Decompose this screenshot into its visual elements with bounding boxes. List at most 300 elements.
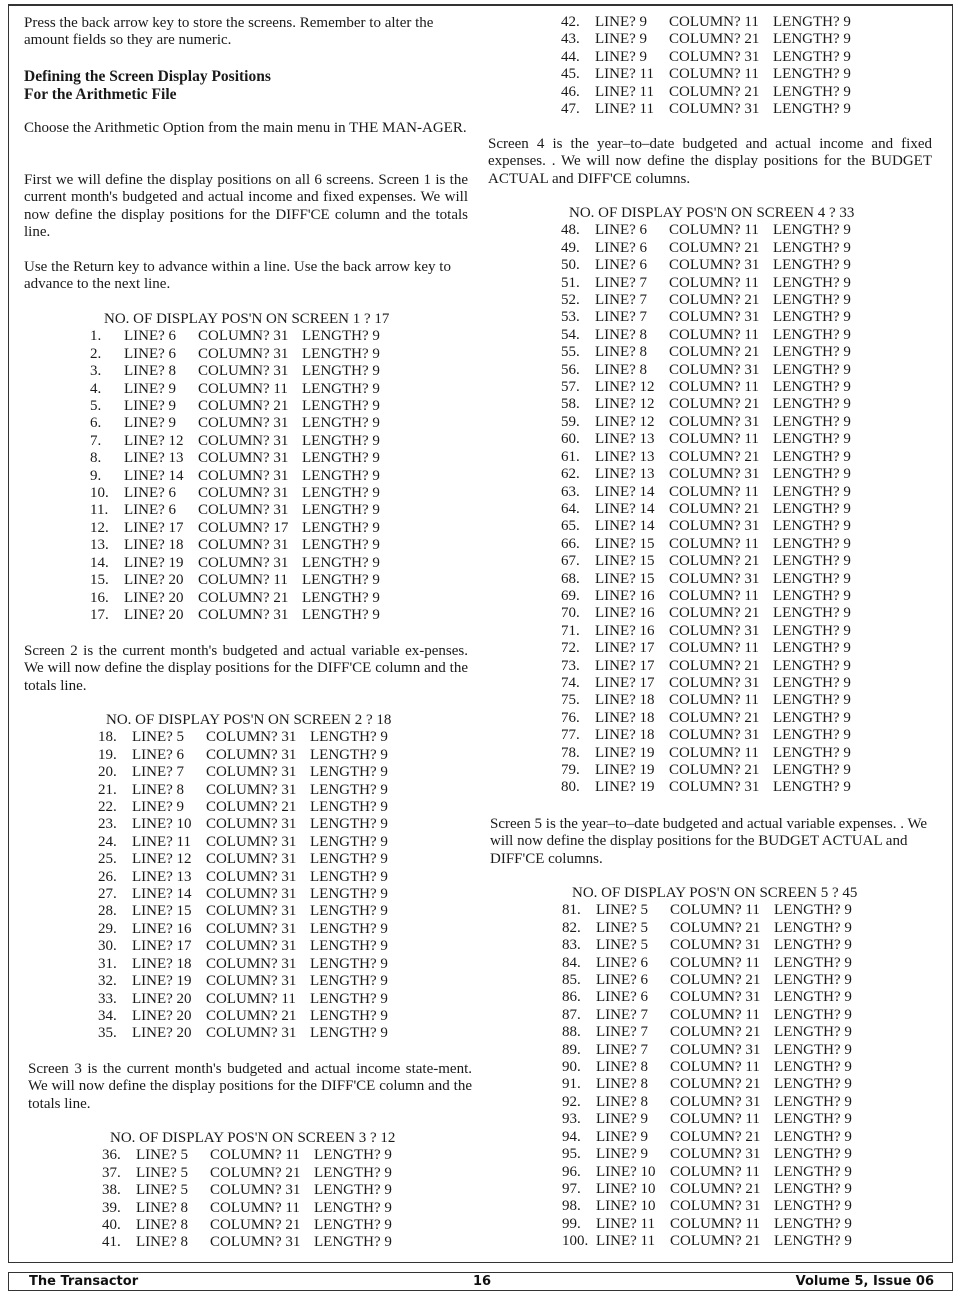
- line-value: LINE? 11: [596, 1233, 656, 1250]
- row-number: 34.: [98, 1007, 117, 1024]
- length-value: LENGTH? 9: [773, 66, 851, 83]
- length-value: LENGTH? 9: [773, 640, 851, 657]
- screen-2-listing: [98, 712, 391, 1043]
- length-value: LENGTH? 9: [302, 537, 380, 554]
- row-number: 42.: [561, 14, 580, 30]
- column-value: COLUMN? 11: [670, 1215, 760, 1232]
- line-value: LINE? 20: [124, 572, 184, 589]
- length-value: LENGTH? 9: [314, 1217, 392, 1234]
- screen-3-listing: [102, 1130, 395, 1252]
- line-value: LINE? 15: [132, 903, 192, 920]
- column-value: COLUMN? 21: [670, 919, 761, 936]
- row-number: 44.: [561, 48, 580, 65]
- listing-row: [562, 920, 857, 937]
- length-value: LENGTH? 9: [302, 467, 380, 484]
- listing-row: [561, 362, 854, 379]
- column-value: COLUMN? 21: [669, 500, 760, 517]
- length-value: LENGTH? 9: [302, 485, 380, 502]
- line-value: LINE? 8: [136, 1234, 189, 1251]
- length-value: LENGTH? 9: [773, 779, 851, 796]
- column-value: COLUMN? 11: [669, 535, 759, 552]
- listing-row: [561, 692, 854, 709]
- listing-row: [561, 101, 851, 118]
- row-number: 23.: [98, 816, 117, 833]
- line-value: LINE? 7: [596, 1024, 649, 1041]
- line-value: LINE? 6: [595, 239, 648, 256]
- screen-5-paragraph: Screen 5 is the year–to–date budgeted and actual variable expenses. . We will now define the display positions for the BUDGET ACTUAL and DIFF'CE columns.: [490, 816, 928, 867]
- line-value: LINE? 5: [596, 902, 649, 919]
- column-value: COLUMN? 11: [669, 587, 759, 604]
- length-value: LENGTH? 9: [302, 606, 380, 623]
- length-value: LENGTH? 9: [773, 622, 851, 639]
- length-value: LENGTH? 9: [773, 762, 851, 778]
- row-number: 51.: [561, 274, 580, 291]
- listing-row: [90, 415, 389, 432]
- length-value: LENGTH? 9: [310, 851, 388, 868]
- line-value: LINE? 6: [124, 502, 177, 519]
- column-value: COLUMN? 11: [669, 431, 759, 448]
- row-number: 15.: [90, 572, 109, 589]
- column-value: COLUMN? 31: [206, 920, 297, 937]
- listing-row: [561, 396, 854, 413]
- length-value: LENGTH? 9: [302, 415, 380, 432]
- listing-row: [98, 816, 391, 833]
- column-value: COLUMN? 31: [670, 1041, 761, 1058]
- listing-row: [90, 346, 389, 363]
- row-number: 83.: [562, 937, 581, 954]
- row-number: 81.: [562, 902, 581, 919]
- column-value: COLUMN? 11: [669, 222, 759, 239]
- column-value: COLUMN? 31: [198, 502, 289, 519]
- length-value: LENGTH? 9: [774, 1233, 852, 1250]
- row-number: 96.: [562, 1163, 581, 1180]
- column-value: COLUMN? 31: [206, 816, 297, 833]
- length-value: LENGTH? 9: [773, 448, 851, 465]
- column-value: COLUMN? 31: [669, 622, 760, 639]
- column-value: COLUMN? 21: [198, 589, 289, 606]
- length-value: LENGTH? 9: [773, 31, 851, 48]
- column-value: COLUMN? 31: [206, 886, 297, 903]
- screen-3-paragraph: Screen 3 is the current month's budgeted and actual income state-ment. We will now define the display positions for the DIFF'CE column and the totals line.: [28, 1061, 472, 1112]
- listing-row: [102, 1234, 395, 1251]
- length-value: LENGTH? 9: [773, 379, 851, 396]
- column-value: COLUMN? 31: [206, 868, 297, 885]
- listing-row: [90, 537, 389, 554]
- listing-row: [98, 973, 391, 990]
- screen-5-listing: [562, 885, 857, 1251]
- length-value: LENGTH? 9: [774, 1059, 852, 1076]
- column-value: COLUMN? 31: [669, 779, 760, 796]
- line-value: LINE? 8: [136, 1199, 189, 1216]
- column-value: COLUMN? 31: [670, 989, 761, 1006]
- length-value: LENGTH? 9: [773, 48, 851, 65]
- length-value: LENGTH? 9: [773, 83, 851, 100]
- row-number: 97.: [562, 1180, 581, 1197]
- row-number: 31.: [98, 955, 117, 972]
- column-value: COLUMN? 21: [669, 31, 760, 48]
- issue-label: Volume 5, Issue 06: [795, 1274, 934, 1289]
- listing-row: [98, 956, 391, 973]
- line-value: LINE? 5: [136, 1182, 189, 1199]
- length-value: LENGTH? 9: [314, 1147, 392, 1164]
- listing-row: [90, 381, 389, 398]
- length-value: LENGTH? 9: [314, 1182, 392, 1199]
- column-value: COLUMN? 31: [206, 1025, 297, 1042]
- listing-row: [561, 553, 854, 570]
- return-key-paragraph: Use the Return key to advance within a line. Use the back arrow key to advance to the next line.: [24, 259, 451, 293]
- column-value: COLUMN? 21: [669, 239, 760, 256]
- row-number: 17.: [90, 606, 109, 623]
- column-value: COLUMN? 31: [210, 1182, 301, 1199]
- line-value: LINE? 17: [595, 657, 655, 674]
- length-value: LENGTH? 9: [302, 363, 380, 380]
- column-value: COLUMN? 11: [669, 66, 759, 83]
- column-value: COLUMN? 31: [669, 570, 760, 587]
- column-value: COLUMN? 11: [670, 902, 760, 919]
- column-value: COLUMN? 31: [670, 937, 761, 954]
- row-number: 94.: [562, 1128, 581, 1145]
- length-value: LENGTH? 9: [774, 1180, 852, 1197]
- column-value: COLUMN? 31: [198, 467, 289, 484]
- listing-row: [562, 1233, 857, 1250]
- column-value: COLUMN? 21: [669, 83, 760, 100]
- intro-paragraph: Press the back arrow key to store the screens. Remember to alter the amount fields so they are numeric.: [24, 15, 434, 49]
- line-value: LINE? 16: [595, 587, 655, 604]
- listing-row: [561, 31, 851, 48]
- length-value: LENGTH? 9: [302, 345, 380, 362]
- length-value: LENGTH? 9: [774, 989, 852, 1006]
- listing-row: [98, 851, 391, 868]
- column-value: COLUMN? 21: [670, 1024, 761, 1041]
- column-value: COLUMN? 31: [670, 1093, 761, 1110]
- line-value: LINE? 5: [136, 1164, 189, 1181]
- listing-row: [98, 1008, 391, 1025]
- column-value: COLUMN? 31: [206, 833, 297, 850]
- row-number: 100.: [562, 1233, 589, 1250]
- row-number: 9.: [90, 467, 102, 484]
- listing-row: [561, 484, 854, 501]
- line-value: LINE? 6: [132, 746, 185, 763]
- column-value: COLUMN? 11: [210, 1147, 300, 1164]
- row-number: 21.: [98, 781, 117, 798]
- listing-row: [561, 501, 854, 518]
- listing-row: [98, 886, 391, 903]
- listing-row: [98, 782, 391, 799]
- listing-row: [562, 902, 857, 919]
- length-value: LENGTH? 9: [302, 572, 380, 589]
- column-value: COLUMN? 31: [206, 746, 297, 763]
- length-value: LENGTH? 9: [773, 727, 851, 744]
- line-value: LINE? 20: [132, 1025, 192, 1042]
- line-value: LINE? 16: [595, 622, 655, 639]
- row-number: 40.: [102, 1217, 121, 1234]
- line-value: LINE? 14: [132, 886, 192, 903]
- length-value: LENGTH? 9: [773, 709, 851, 726]
- length-value: LENGTH? 9: [773, 535, 851, 552]
- listing-row: [562, 1146, 857, 1163]
- listing-row: [90, 363, 389, 380]
- column-value: COLUMN? 31: [669, 413, 760, 430]
- row-number: 86.: [562, 989, 581, 1006]
- listing-row: [102, 1182, 395, 1199]
- row-number: 5.: [90, 398, 102, 415]
- line-value: LINE? 12: [124, 432, 184, 449]
- row-number: 84.: [562, 954, 581, 971]
- column-value: COLUMN? 11: [669, 744, 759, 761]
- row-number: 61.: [561, 448, 580, 465]
- length-value: LENGTH? 9: [774, 1215, 852, 1232]
- line-value: LINE? 19: [595, 779, 655, 796]
- row-number: 58.: [561, 396, 580, 413]
- line-value: LINE? 7: [595, 292, 648, 309]
- column-value: COLUMN? 11: [670, 1163, 760, 1180]
- column-value: COLUMN? 21: [670, 972, 761, 989]
- line-value: LINE? 19: [132, 973, 192, 990]
- listing-row: [98, 747, 391, 764]
- listing-row: [561, 379, 854, 396]
- row-number: 60.: [561, 431, 580, 448]
- length-value: LENGTH? 9: [310, 903, 388, 920]
- length-value: LENGTH? 9: [773, 222, 851, 239]
- row-number: 25.: [98, 851, 117, 868]
- line-value: LINE? 11: [595, 101, 655, 118]
- column-value: COLUMN? 31: [670, 1146, 761, 1163]
- line-value: LINE? 8: [124, 363, 177, 380]
- page-footer: [8, 1272, 953, 1291]
- line-value: LINE? 5: [132, 729, 185, 746]
- length-value: LENGTH? 9: [314, 1164, 392, 1181]
- length-value: LENGTH? 9: [773, 500, 851, 517]
- length-value: LENGTH? 9: [302, 398, 380, 415]
- line-value: LINE? 7: [595, 309, 648, 326]
- line-value: LINE? 19: [595, 762, 655, 778]
- line-value: LINE? 9: [124, 398, 177, 415]
- line-value: LINE? 18: [595, 692, 655, 709]
- length-value: LENGTH? 9: [773, 14, 851, 30]
- column-value: COLUMN? 31: [210, 1234, 301, 1251]
- listing-row: [561, 466, 854, 483]
- row-number: 37.: [102, 1164, 121, 1181]
- listing-row: [561, 640, 854, 657]
- length-value: LENGTH? 9: [774, 972, 852, 989]
- listing-row: [561, 605, 854, 622]
- length-value: LENGTH? 9: [302, 450, 380, 467]
- row-number: 70.: [561, 605, 580, 622]
- row-number: 99.: [562, 1215, 581, 1232]
- listing-row: [98, 921, 391, 938]
- row-number: 95.: [562, 1146, 581, 1163]
- listing-row: [90, 590, 389, 607]
- length-value: LENGTH? 9: [774, 1146, 852, 1163]
- row-number: 89.: [562, 1041, 581, 1058]
- length-value: LENGTH? 9: [773, 553, 851, 570]
- column-value: COLUMN? 21: [670, 1128, 761, 1145]
- column-value: COLUMN? 21: [670, 1233, 761, 1250]
- line-value: LINE? 11: [596, 1215, 656, 1232]
- listing-row: [561, 309, 854, 326]
- column-value: COLUMN? 17: [198, 519, 289, 536]
- column-value: COLUMN? 21: [206, 1007, 297, 1024]
- length-value: LENGTH? 9: [773, 292, 851, 309]
- length-value: LENGTH? 9: [310, 920, 388, 937]
- length-value: LENGTH? 9: [774, 1111, 852, 1128]
- column-value: COLUMN? 11: [670, 1111, 760, 1128]
- row-number: 30.: [98, 938, 117, 955]
- line-value: LINE? 12: [595, 396, 655, 413]
- listing-row: [90, 572, 389, 589]
- length-value: LENGTH? 9: [773, 274, 851, 291]
- row-number: 78.: [561, 744, 580, 761]
- column-value: COLUMN? 31: [669, 466, 760, 483]
- listing-row: [562, 1164, 857, 1181]
- listing-row: [562, 955, 857, 972]
- row-number: 73.: [561, 657, 580, 674]
- listing-row: [561, 84, 851, 101]
- length-value: LENGTH? 9: [310, 729, 388, 746]
- line-value: LINE? 19: [124, 554, 184, 571]
- row-number: 24.: [98, 833, 117, 850]
- line-value: LINE? 6: [596, 972, 649, 989]
- length-value: LENGTH? 9: [310, 1007, 388, 1024]
- listing-title: NO. OF DISPLAY POS'N ON SCREEN 3 ? 12: [110, 1130, 396, 1146]
- row-number: 39.: [102, 1199, 121, 1216]
- row-number: 12.: [90, 519, 109, 536]
- row-number: 64.: [561, 500, 580, 517]
- row-number: 32.: [98, 973, 117, 990]
- listing-row: [90, 520, 389, 537]
- length-value: LENGTH? 9: [773, 692, 851, 709]
- row-number: 3.: [90, 363, 102, 380]
- listing-row: [561, 222, 854, 239]
- listing-row: [90, 328, 389, 345]
- listing-row: [98, 991, 391, 1008]
- listing-row: [90, 555, 389, 572]
- listing-row: [561, 240, 854, 257]
- length-value: LENGTH? 9: [773, 413, 851, 430]
- column-value: COLUMN? 11: [670, 1006, 760, 1023]
- column-value: COLUMN? 11: [669, 692, 759, 709]
- line-value: LINE? 9: [124, 380, 177, 397]
- length-value: LENGTH? 9: [302, 432, 380, 449]
- length-value: LENGTH? 9: [774, 1024, 852, 1041]
- row-number: 66.: [561, 535, 580, 552]
- row-number: 85.: [562, 972, 581, 989]
- listing-row: [561, 762, 854, 779]
- listing-row: [561, 518, 854, 535]
- line-value: LINE? 8: [136, 1217, 189, 1234]
- row-number: 50.: [561, 257, 580, 274]
- row-number: 77.: [561, 727, 580, 744]
- column-value: COLUMN? 21: [206, 799, 297, 816]
- row-number: 82.: [562, 919, 581, 936]
- listing-row: [102, 1217, 395, 1234]
- row-number: 19.: [98, 746, 117, 763]
- heading-line-1: Defining the Screen Display Positions: [24, 68, 271, 85]
- column-value: COLUMN? 31: [198, 537, 289, 554]
- length-value: LENGTH? 9: [310, 781, 388, 798]
- listing-row: [562, 1216, 857, 1233]
- line-value: LINE? 9: [595, 14, 648, 30]
- line-value: LINE? 9: [124, 415, 177, 432]
- row-number: 59.: [561, 413, 580, 430]
- length-value: LENGTH? 9: [302, 328, 380, 345]
- column-value: COLUMN? 31: [669, 518, 760, 535]
- row-number: 71.: [561, 622, 580, 639]
- row-number: 4.: [90, 380, 102, 397]
- line-value: LINE? 20: [124, 606, 184, 623]
- listing-row: [561, 414, 854, 431]
- row-number: 43.: [561, 31, 580, 48]
- line-value: LINE? 16: [595, 605, 655, 622]
- line-value: LINE? 5: [596, 937, 649, 954]
- column-value: COLUMN? 11: [198, 572, 288, 589]
- length-value: LENGTH? 9: [302, 380, 380, 397]
- line-value: LINE? 11: [132, 833, 192, 850]
- column-value: COLUMN? 21: [670, 1076, 761, 1093]
- listing-row: [561, 675, 854, 692]
- length-value: LENGTH? 9: [774, 1076, 852, 1093]
- length-value: LENGTH? 9: [773, 587, 851, 604]
- screen-1-listing: [90, 311, 389, 624]
- column-value: COLUMN? 21: [669, 657, 760, 674]
- listing-row: [98, 764, 391, 781]
- listing-row: [90, 607, 389, 624]
- length-value: LENGTH? 9: [773, 483, 851, 500]
- listing-row: [562, 1024, 857, 1041]
- row-number: 74.: [561, 674, 580, 691]
- line-value: LINE? 17: [132, 938, 192, 955]
- line-value: LINE? 6: [124, 345, 177, 362]
- length-value: LENGTH? 9: [774, 937, 852, 954]
- column-value: COLUMN? 21: [210, 1217, 301, 1234]
- column-value: COLUMN? 31: [206, 973, 297, 990]
- line-value: LINE? 13: [132, 868, 192, 885]
- column-value: COLUMN? 11: [669, 14, 759, 30]
- column-value: COLUMN? 31: [669, 257, 760, 274]
- length-value: LENGTH? 9: [773, 239, 851, 256]
- listing-row: [561, 275, 854, 292]
- listing-row: [561, 779, 854, 796]
- row-number: 48.: [561, 222, 580, 239]
- row-number: 79.: [561, 762, 580, 778]
- line-value: LINE? 13: [595, 466, 655, 483]
- row-number: 49.: [561, 239, 580, 256]
- line-value: LINE? 15: [595, 535, 655, 552]
- length-value: LENGTH? 9: [310, 816, 388, 833]
- row-number: 45.: [561, 66, 580, 83]
- line-value: LINE? 7: [595, 274, 648, 291]
- listing-row: [90, 485, 389, 502]
- line-value: LINE? 8: [596, 1093, 649, 1110]
- length-value: LENGTH? 9: [302, 589, 380, 606]
- length-value: LENGTH? 9: [310, 955, 388, 972]
- row-number: 87.: [562, 1006, 581, 1023]
- row-number: 35.: [98, 1025, 117, 1042]
- listing-row: [561, 344, 854, 361]
- page-number: 16: [473, 1274, 492, 1289]
- column-value: COLUMN? 11: [669, 379, 759, 396]
- listing-row: [561, 66, 851, 83]
- listing-row: [562, 972, 857, 989]
- column-value: COLUMN? 11: [198, 380, 288, 397]
- length-value: LENGTH? 9: [774, 1006, 852, 1023]
- length-value: LENGTH? 9: [773, 101, 851, 118]
- column-value: COLUMN? 31: [669, 674, 760, 691]
- line-value: LINE? 7: [596, 1006, 649, 1023]
- row-number: 16.: [90, 589, 109, 606]
- line-value: LINE? 18: [595, 709, 655, 726]
- length-value: LENGTH? 9: [310, 973, 388, 990]
